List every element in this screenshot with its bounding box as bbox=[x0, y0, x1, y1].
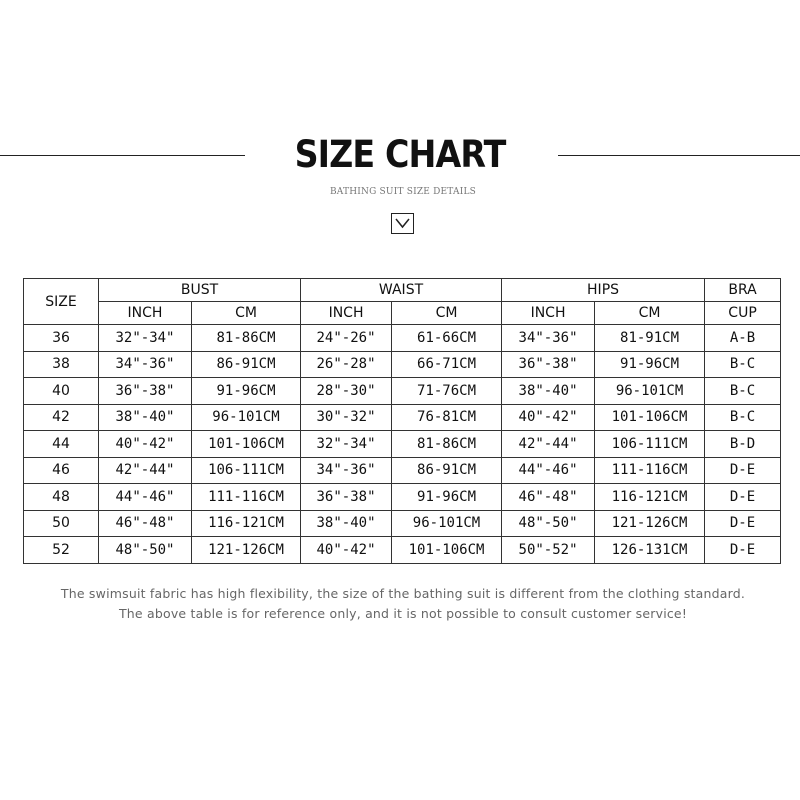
bra-cup-cell: B-C bbox=[705, 351, 781, 378]
bust-inch-cell: 42"-44" bbox=[99, 457, 192, 484]
bra-cup-cell: D-E bbox=[705, 484, 781, 511]
bust-header: BUST bbox=[99, 279, 301, 302]
hips-inch-header: INCH bbox=[502, 302, 595, 325]
hips-inch-cell: 44"-46" bbox=[502, 457, 595, 484]
size-chart-table bbox=[23, 278, 781, 564]
bra-cup-cell: D-E bbox=[705, 537, 781, 564]
bust-cm-header: CM bbox=[192, 302, 301, 325]
hips-cm-cell: 116-121CM bbox=[595, 484, 705, 511]
bust-cm-cell: 91-96CM bbox=[192, 378, 301, 405]
bra-header: BRA bbox=[705, 279, 781, 302]
bra-cup-cell: B-D bbox=[705, 431, 781, 458]
size-cell: 40 bbox=[24, 378, 99, 405]
bust-inch-cell: 46"-48" bbox=[99, 510, 192, 537]
chevron-down-icon bbox=[391, 213, 414, 234]
page-title: SIZE CHART bbox=[294, 133, 506, 176]
waist-cm-cell: 61-66CM bbox=[392, 325, 502, 352]
bust-inch-cell: 44"-46" bbox=[99, 484, 192, 511]
hips-cm-header: CM bbox=[595, 302, 705, 325]
waist-inch-cell: 24"-26" bbox=[301, 325, 392, 352]
hips-header: HIPS bbox=[502, 279, 705, 302]
waist-cm-cell: 91-96CM bbox=[392, 484, 502, 511]
waist-header: WAIST bbox=[301, 279, 502, 302]
bust-inch-cell: 40"-42" bbox=[99, 431, 192, 458]
hips-cm-cell: 91-96CM bbox=[595, 351, 705, 378]
table-row bbox=[24, 431, 781, 458]
bust-cm-cell: 96-101CM bbox=[192, 404, 301, 431]
size-cell: 44 bbox=[24, 431, 99, 458]
size-cell: 46 bbox=[24, 457, 99, 484]
waist-inch-cell: 32"-34" bbox=[301, 431, 392, 458]
bust-inch-cell: 38"-40" bbox=[99, 404, 192, 431]
table-row bbox=[24, 351, 781, 378]
hips-cm-cell: 101-106CM bbox=[595, 404, 705, 431]
hips-inch-cell: 50"-52" bbox=[502, 537, 595, 564]
waist-inch-cell: 34"-36" bbox=[301, 457, 392, 484]
waist-inch-header: INCH bbox=[301, 302, 392, 325]
table-row bbox=[24, 378, 781, 405]
bust-cm-cell: 106-111CM bbox=[192, 457, 301, 484]
bra-cup-header: CUP bbox=[705, 302, 781, 325]
table-row bbox=[24, 510, 781, 537]
bust-inch-cell: 34"-36" bbox=[99, 351, 192, 378]
table-row bbox=[24, 325, 781, 352]
page-subtitle: BATHING SUIT SIZE DETAILS bbox=[329, 187, 477, 197]
waist-cm-cell: 81-86CM bbox=[392, 431, 502, 458]
hips-inch-cell: 42"-44" bbox=[502, 431, 595, 458]
hips-cm-cell: 111-116CM bbox=[595, 457, 705, 484]
bra-cup-cell: D-E bbox=[705, 457, 781, 484]
size-cell: 52 bbox=[24, 537, 99, 564]
hips-cm-cell: 121-126CM bbox=[595, 510, 705, 537]
waist-inch-cell: 36"-38" bbox=[301, 484, 392, 511]
hips-inch-cell: 48"-50" bbox=[502, 510, 595, 537]
waist-cm-cell: 101-106CM bbox=[392, 537, 502, 564]
size-cell: 48 bbox=[24, 484, 99, 511]
size-cell: 38 bbox=[24, 351, 99, 378]
size-cell: 36 bbox=[24, 325, 99, 352]
bust-cm-cell: 116-121CM bbox=[192, 510, 301, 537]
bra-cup-cell: A-B bbox=[705, 325, 781, 352]
size-cell: 50 bbox=[24, 510, 99, 537]
waist-inch-cell: 38"-40" bbox=[301, 510, 392, 537]
table-row bbox=[24, 484, 781, 511]
bust-cm-cell: 86-91CM bbox=[192, 351, 301, 378]
table-row bbox=[24, 537, 781, 564]
waist-inch-cell: 28"-30" bbox=[301, 378, 392, 405]
waist-cm-cell: 96-101CM bbox=[392, 510, 502, 537]
bust-cm-cell: 101-106CM bbox=[192, 431, 301, 458]
hips-cm-cell: 96-101CM bbox=[595, 378, 705, 405]
hips-inch-cell: 38"-40" bbox=[502, 378, 595, 405]
sub-header-row bbox=[24, 302, 781, 325]
group-header-row bbox=[24, 279, 781, 302]
table-row bbox=[24, 457, 781, 484]
bust-cm-cell: 111-116CM bbox=[192, 484, 301, 511]
size-header: SIZE bbox=[24, 279, 99, 325]
hips-cm-cell: 126-131CM bbox=[595, 537, 705, 564]
bra-cup-cell: B-C bbox=[705, 404, 781, 431]
bra-cup-cell: B-C bbox=[705, 378, 781, 405]
bust-inch-cell: 32"-34" bbox=[99, 325, 192, 352]
bra-cup-cell: D-E bbox=[705, 510, 781, 537]
waist-cm-cell: 86-91CM bbox=[392, 457, 502, 484]
waist-cm-cell: 76-81CM bbox=[392, 404, 502, 431]
hips-inch-cell: 40"-42" bbox=[502, 404, 595, 431]
bust-cm-cell: 81-86CM bbox=[192, 325, 301, 352]
hips-cm-cell: 81-91CM bbox=[595, 325, 705, 352]
waist-inch-cell: 30"-32" bbox=[301, 404, 392, 431]
hips-cm-cell: 106-111CM bbox=[595, 431, 705, 458]
waist-cm-header: CM bbox=[392, 302, 502, 325]
table-row bbox=[24, 404, 781, 431]
bust-cm-cell: 121-126CM bbox=[192, 537, 301, 564]
waist-cm-cell: 71-76CM bbox=[392, 378, 502, 405]
fabric-note: The swimsuit fabric has high flexibility, the size of the bathing suit is different from the clothing standard. bbox=[60, 586, 746, 601]
hips-inch-cell: 46"-48" bbox=[502, 484, 595, 511]
bust-inch-header: INCH bbox=[99, 302, 192, 325]
hips-inch-cell: 34"-36" bbox=[502, 325, 595, 352]
hips-inch-cell: 36"-38" bbox=[502, 351, 595, 378]
waist-cm-cell: 66-71CM bbox=[392, 351, 502, 378]
reference-note: The above table is for reference only, and it is not possible to consult customer service! bbox=[118, 606, 688, 621]
waist-inch-cell: 40"-42" bbox=[301, 537, 392, 564]
waist-inch-cell: 26"-28" bbox=[301, 351, 392, 378]
bust-inch-cell: 36"-38" bbox=[99, 378, 192, 405]
bust-inch-cell: 48"-50" bbox=[99, 537, 192, 564]
size-cell: 42 bbox=[24, 404, 99, 431]
